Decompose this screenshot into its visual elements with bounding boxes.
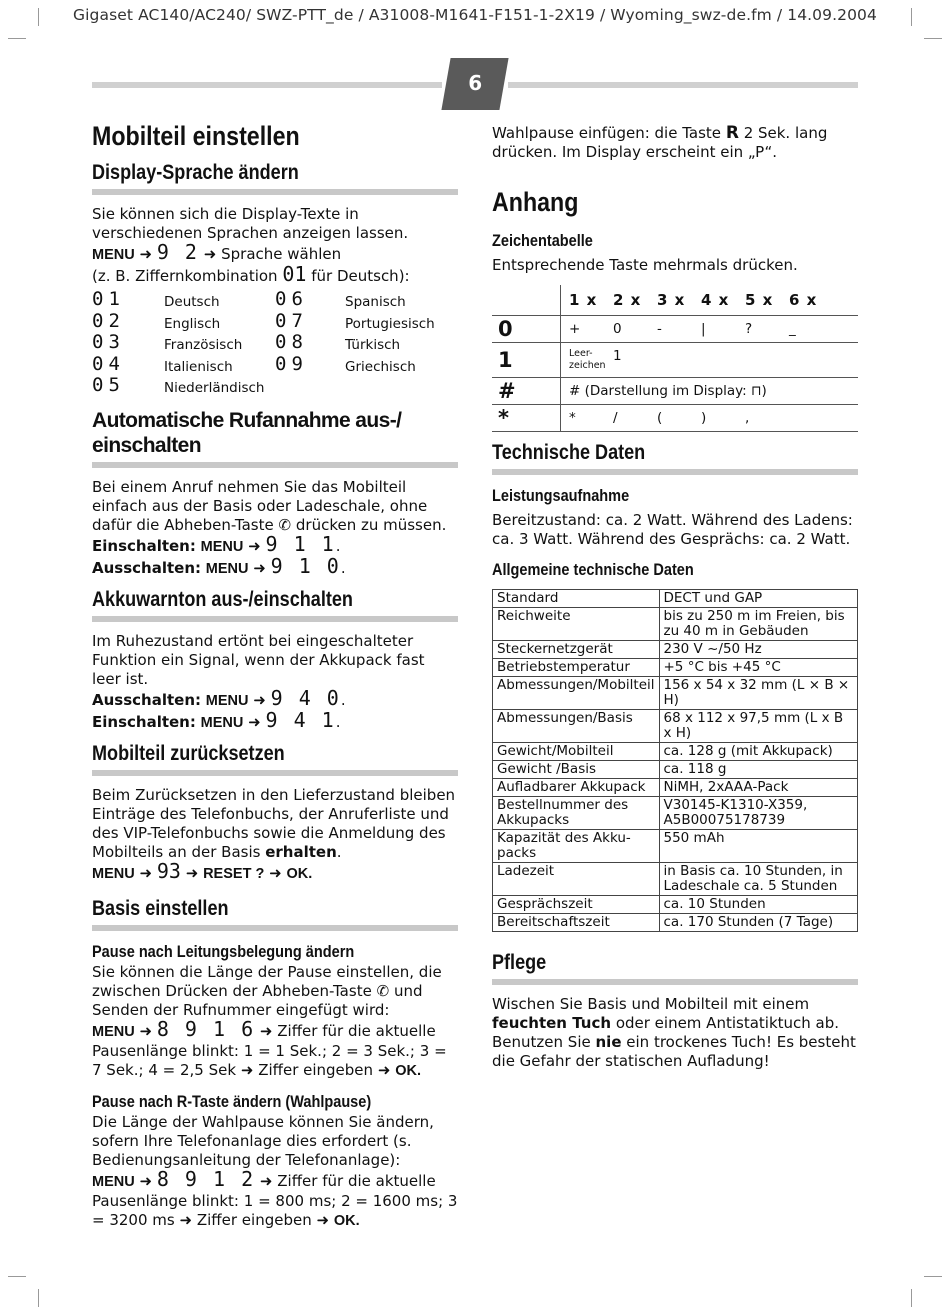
menu-instruction: Einschalten: MENU ➜ 9 1 1. [92, 531, 341, 556]
section-rule [92, 616, 458, 622]
table-row: Bereitschaftszeit ca. 170 Stunden (7 Tage) [493, 914, 858, 932]
header-bar-left [92, 82, 442, 88]
subsection-heading: Allgemeine technische Daten [492, 561, 694, 579]
table-row: Standard DECT und GAP [493, 590, 858, 608]
paragraph: Entsprechende Taste mehrmals drücken. [492, 256, 798, 274]
phone-handset-icon: ✆ [278, 515, 292, 534]
crop-mark [924, 1276, 942, 1277]
right-column [492, 124, 858, 1071]
paragraph: Die Länge der Wahlpause können Sie ändern, sofern Ihre Telefonanlage dies erfordert (s. Bedienungsanleitung der Telefonanlage): [92, 1112, 434, 1169]
table-row: Bestellnummer des Akkupacks V30145-K1310-X359, A5B00075178739 [493, 797, 858, 830]
paragraph: Bei einem Anruf nehmen Sie das Mobilteil einfach aus der Basis oder Ladeschale, ohne dafür die Abheben-Taste ✆ drücken zu müssen. [92, 477, 447, 534]
menu-instruction: Ausschalten: MENU ➜ 9 4 0. [92, 685, 346, 710]
tech-data-table [492, 589, 858, 932]
section-rule [92, 189, 458, 195]
chapter-title: Mobilteil einstellen [92, 121, 300, 151]
language-list: 01 Deutsch 06 Spanisch 02 Englisch 07 Portugiesisch 03 Französisch 08 Türkisch 04 Italienisch 09 Griechisch 05 Niederländisch [92, 288, 435, 396]
section-heading: Mobilteil zurücksetzen [92, 741, 285, 765]
page-number: 6 [468, 71, 483, 95]
appendix-title: Anhang [492, 187, 579, 217]
paragraph: Beim Zurücksetzen in den Lieferzustand bleiben Einträge des Telefonbuchs, der Anruferliste und des VIP-Telefonbuchs sowie die Anmeldung des Mobilteils an der Basis erhalten. [92, 785, 456, 861]
menu-instruction: Einschalten: MENU ➜ 9 4 1. [92, 707, 341, 732]
menu-instruction: MENU ➜ 8 9 1 6 ➜ Ziffer für die aktuelle Pausenlänge blinkt: 1 = 1 Sek.; 2 = 3 Sek.; 3 = 7 Sek.; 4 = 2,5 Sek ➜ Ziffer eingeben ➜ OK. [92, 1016, 447, 1079]
section-rule [92, 770, 458, 776]
table-row: Abmessungen/Basis 68 x 112 x 97,5 mm (L x B x H) [493, 710, 858, 743]
left-column [92, 118, 458, 1231]
paragraph: Wahlpause einfügen: die Taste R 2 Sek. lang drücken. Im Display erscheint ein „P“. [492, 123, 828, 161]
crop-mark [38, 1289, 39, 1307]
table-row: 0 + 0 - | ? _ [492, 316, 858, 343]
paragraph: Bereitzustand: ca. 2 Watt. Während des Ladens: ca. 3 Watt. Während des Gesprächs: ca. 2 Watt. [492, 511, 853, 548]
subsection-heading: Pause nach Leitungsbelegung ändern [92, 942, 355, 961]
crop-mark [8, 1276, 26, 1277]
table-row: Ladezeit in Basis ca. 10 Stunden, in Ladeschale ca. 5 Stunden [493, 863, 858, 896]
table-header-row: 1 x 2 x 3 x 4 x 5 x 6 x [492, 285, 858, 316]
table-row: Gewicht/Mobilteil ca. 128 g (mit Akkupack) [493, 743, 858, 761]
section-heading: Akkuwarnton aus-/einschalten [92, 587, 353, 611]
section-rule [492, 469, 858, 475]
menu-instruction: Ausschalten: MENU ➜ 9 1 0. [92, 553, 346, 578]
section-heading: Automatische Rufannahme aus-/ einschalten [92, 408, 402, 457]
section-heading: Display-Sprache ändern [92, 161, 299, 184]
paragraph: Sie können die Länge der Pause einstellen, die zwischen Drücken der Abheben-Taste ✆ und Senden der Rufnummer eingefügt wird: [92, 962, 442, 1019]
page-number-badge [441, 58, 508, 110]
table-row: Steckernetzgerät 230 V ~/50 Hz [493, 641, 858, 659]
header-bar-right [508, 82, 858, 88]
table-row: Kapazität des Akku-packs 550 mAh [493, 830, 858, 863]
section-heading: Technische Daten [492, 441, 646, 464]
section-rule [92, 462, 458, 468]
table-row: Betriebstemperatur +5 °C bis +45 °C [493, 659, 858, 677]
table-row: Gesprächszeit ca. 10 Stunden [493, 896, 858, 914]
paragraph: Im Ruhezustand ertönt bei eingeschalteter Funktion ein Signal, wenn der Akkupack fast leer ist. [92, 631, 425, 688]
character-table [492, 285, 858, 432]
section-rule [492, 979, 858, 985]
section-heading: Basis einstellen [92, 896, 229, 920]
section-heading: Pflege [492, 951, 547, 974]
table-row: * * / ( ) , [492, 405, 858, 432]
running-head: Gigaset AC140/AC240/ SWZ-PTT_de / A31008-M1641-F151-1-2X19 / Wyoming_swz-de.fm / 14.09.2004 [73, 6, 877, 24]
menu-instruction: MENU ➜ 93 ➜ RESET ? ➜ OK. [92, 858, 313, 883]
subsection-heading: Leistungsaufnahme [492, 487, 630, 505]
crop-mark [924, 38, 942, 39]
menu-instruction: MENU ➜ 9 2 ➜ Sprache wählen [92, 240, 342, 264]
crop-mark [911, 1289, 912, 1307]
paragraph: Sie können sich die Display-Texte in verschiedenen Sprachen anzeigen lassen. [92, 205, 409, 242]
table-row: # # (Darstellung im Display: ⊓) [492, 378, 858, 405]
phone-handset-icon: ✆ [376, 981, 390, 1000]
paragraph: (z. B. Ziffernkombination 01 für Deutsch): [92, 262, 410, 286]
section-rule [92, 925, 458, 931]
crop-mark [8, 38, 26, 39]
table-row: Aufladbarer Akkupack NiMH, 2xAAA-Pack [493, 779, 858, 797]
table-row: Gewicht /Basis ca. 118 g [493, 761, 858, 779]
table-row: 1 Leer-zeichen 1 [492, 343, 858, 378]
menu-instruction: MENU ➜ 8 9 1 2 ➜ Ziffer für die aktuelle Pausenlänge blinkt: 1 = 800 ms; 2 = 1600 ms; 3 = 3200 ms ➜ Ziffer eingeben ➜ OK. [92, 1166, 458, 1229]
paragraph: Wischen Sie Basis und Mobilteil mit einem feuchten Tuch oder einem Antistatiktuch ab. Benutzen Sie nie ein trockenes Tuch! Es besteht die Gefahr der statischen Aufladung! [492, 995, 856, 1070]
subsection-heading: Pause nach R-Taste ändern (Wahlpause) [92, 1092, 372, 1111]
table-row: Reichweite bis zu 250 m im Freien, bis zu 40 m in Gebäuden [493, 608, 858, 641]
table-row: Abmessungen/Mobilteil 156 x 54 x 32 mm (L × B × H) [493, 677, 858, 710]
subsection-heading: Zeichentabelle [492, 232, 593, 250]
